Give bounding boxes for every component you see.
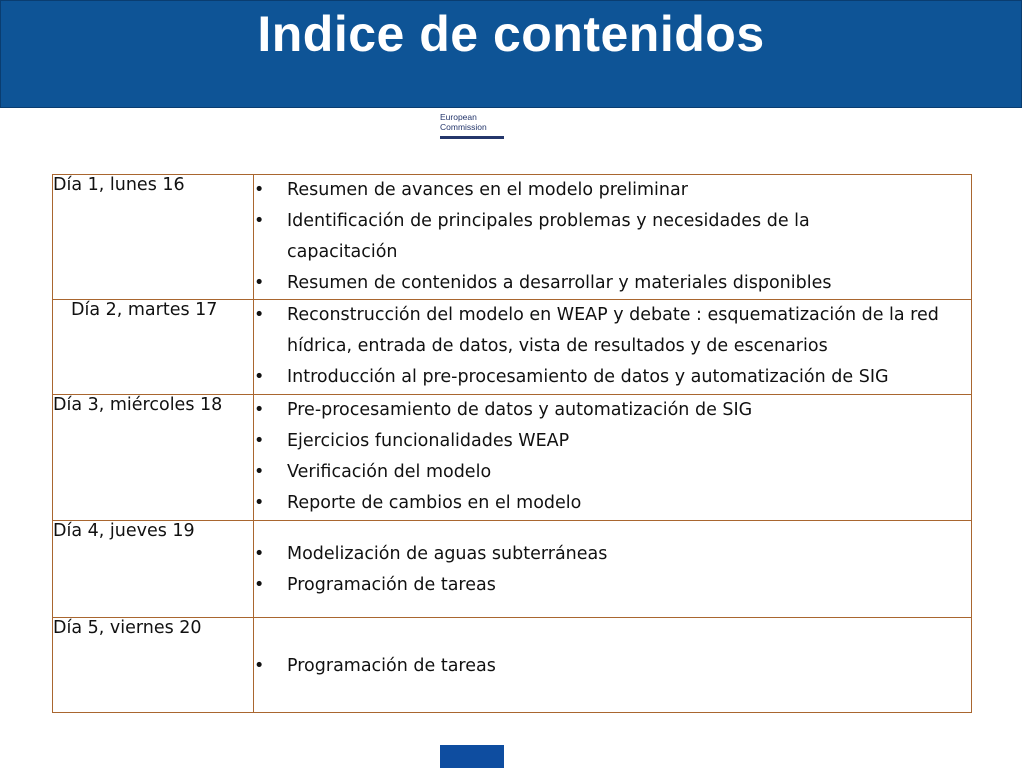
topic-item: • Resumen de contenidos a desarrollar y materiales disponibles [254,268,971,299]
agenda-row-day-3 [53,395,972,521]
topic-item: • Verificación del modelo [254,457,971,488]
topic-list [254,395,971,519]
logo-underline [440,136,504,139]
agenda-row-day-1 [53,175,972,300]
day-items [254,521,972,618]
topic-list [254,300,971,393]
day-items [254,618,972,713]
agenda-row-day-4 [53,521,972,618]
day-label: Día 2, martes 17 [53,300,254,395]
day-label: Día 1, lunes 16 [53,175,254,300]
day-label: Día 3, miércoles 18 [53,395,254,521]
topic-item: • Modelización de aguas subterráneas [254,539,971,570]
logo-line-1: European [440,112,477,122]
topic-list [254,175,971,299]
logo-line-2: Commission [440,122,487,132]
day-items [254,175,972,300]
eu-flag-strip [440,745,504,768]
page-title: Indice de contenidos [257,6,765,62]
topic-item: • Resumen de avances en el modelo preliminar [254,175,971,206]
topic-item: • Pre-procesamiento de datos y automatización de SIG [254,395,971,426]
topic-item: • Ejercicios funcionalidades WEAP [254,426,971,457]
agenda-row-day-2 [53,300,972,395]
topic-item: • Programación de tareas [254,651,971,682]
topic-list [254,539,971,601]
topic-item: • Introducción al pre-procesamiento de datos y automatización de SIG [254,362,971,393]
topic-item: • Identificación de principales problemas y necesidades de la capacitación [254,206,971,268]
topic-item: • Programación de tareas [254,570,971,601]
agenda-table [52,174,972,713]
topic-item: • Reconstrucción del modelo en WEAP y debate : esquematización de la red hídrica, entrada de datos, vista de resultados y de escenarios [254,300,971,362]
european-commission-logo [440,112,506,142]
day-items [254,395,972,521]
topic-list [254,651,971,682]
day-label: Día 4, jueves 19 [53,521,254,618]
topic-item: • Reporte de cambios en el modelo [254,488,971,519]
agenda-row-day-5 [53,618,972,713]
day-label: Día 5, viernes 20 [53,618,254,713]
title-banner [0,0,1022,108]
day-items [254,300,972,395]
